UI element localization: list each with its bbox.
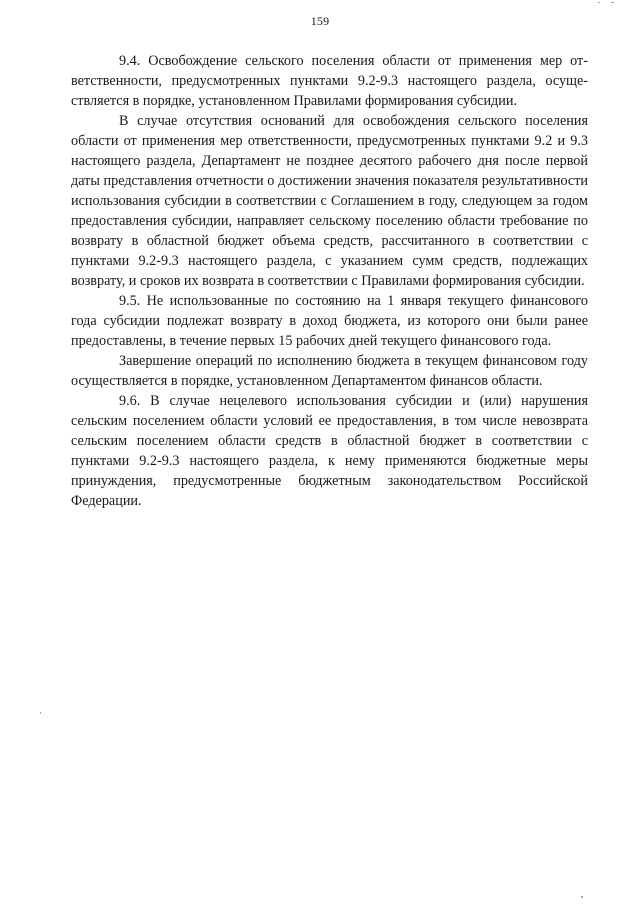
scan-speck	[611, 2, 614, 3]
paragraph-completion: Завершение операций по исполнению бюджета в текущем финансовом году осуществляется в порядке, установленном Департаментом финансов области.	[71, 353, 588, 389]
page-number: 159	[310, 14, 330, 28]
paragraph-no-grounds: В случае отсутствия оснований для освобождения сельского поселения области от применения мер ответственности, предусмотренных пунктами 9.2 и 9.3 настоящего раздела, Департамент не позднее десятого рабочего дня после первой даты представления отчетности о достижении значения показателя результативности использования субсидии в соответствии с Соглашением в году, следующем за годом предоставления субсидии, направляет сельскому поселению области требование по возврату в областной бюджет объема средств, рассчитанного в соответствии с пунктами 9.2-9.3 настоящего раздела, с указанием сумм средств, подлежащих возврату, и сроков их возврата в соответствии с Правилами формирования субсидии.	[71, 113, 588, 289]
scan-speck	[598, 2, 600, 3]
scan-speck	[40, 712, 41, 714]
paragraph-9-4: 9.4. Освобождение сельского поселения области от применения мер ответственности, предусмотренных пунктами 9.2-9.3 настоящего раздела, осуществляется в порядке, установленном Правилами формирования субсидии.	[71, 53, 588, 109]
paragraph-9-5: 9.5. Не использованные по состоянию на 1 января текущего финансового года субсидии подлежат возврату в доход бюджета, из которого они были ранее предоставлены, в течение первых 15 рабочих дней текущего финансового года.	[71, 293, 588, 349]
document-body	[71, 51, 588, 511]
paragraph-9-6: 9.6. В случае нецелевого использования субсидии и (или) нарушения сельским поселением области условий ее предоставления, в том числе невозврата сельским поселением области средств в областной бюджет в соответствии с пунктами 9.2-9.3 настоящего раздела, к нему применяются бюджетные меры принуждения, предусмотренные бюджетным законодательством Российской Федерации.	[71, 393, 588, 509]
scan-speck	[581, 896, 583, 898]
